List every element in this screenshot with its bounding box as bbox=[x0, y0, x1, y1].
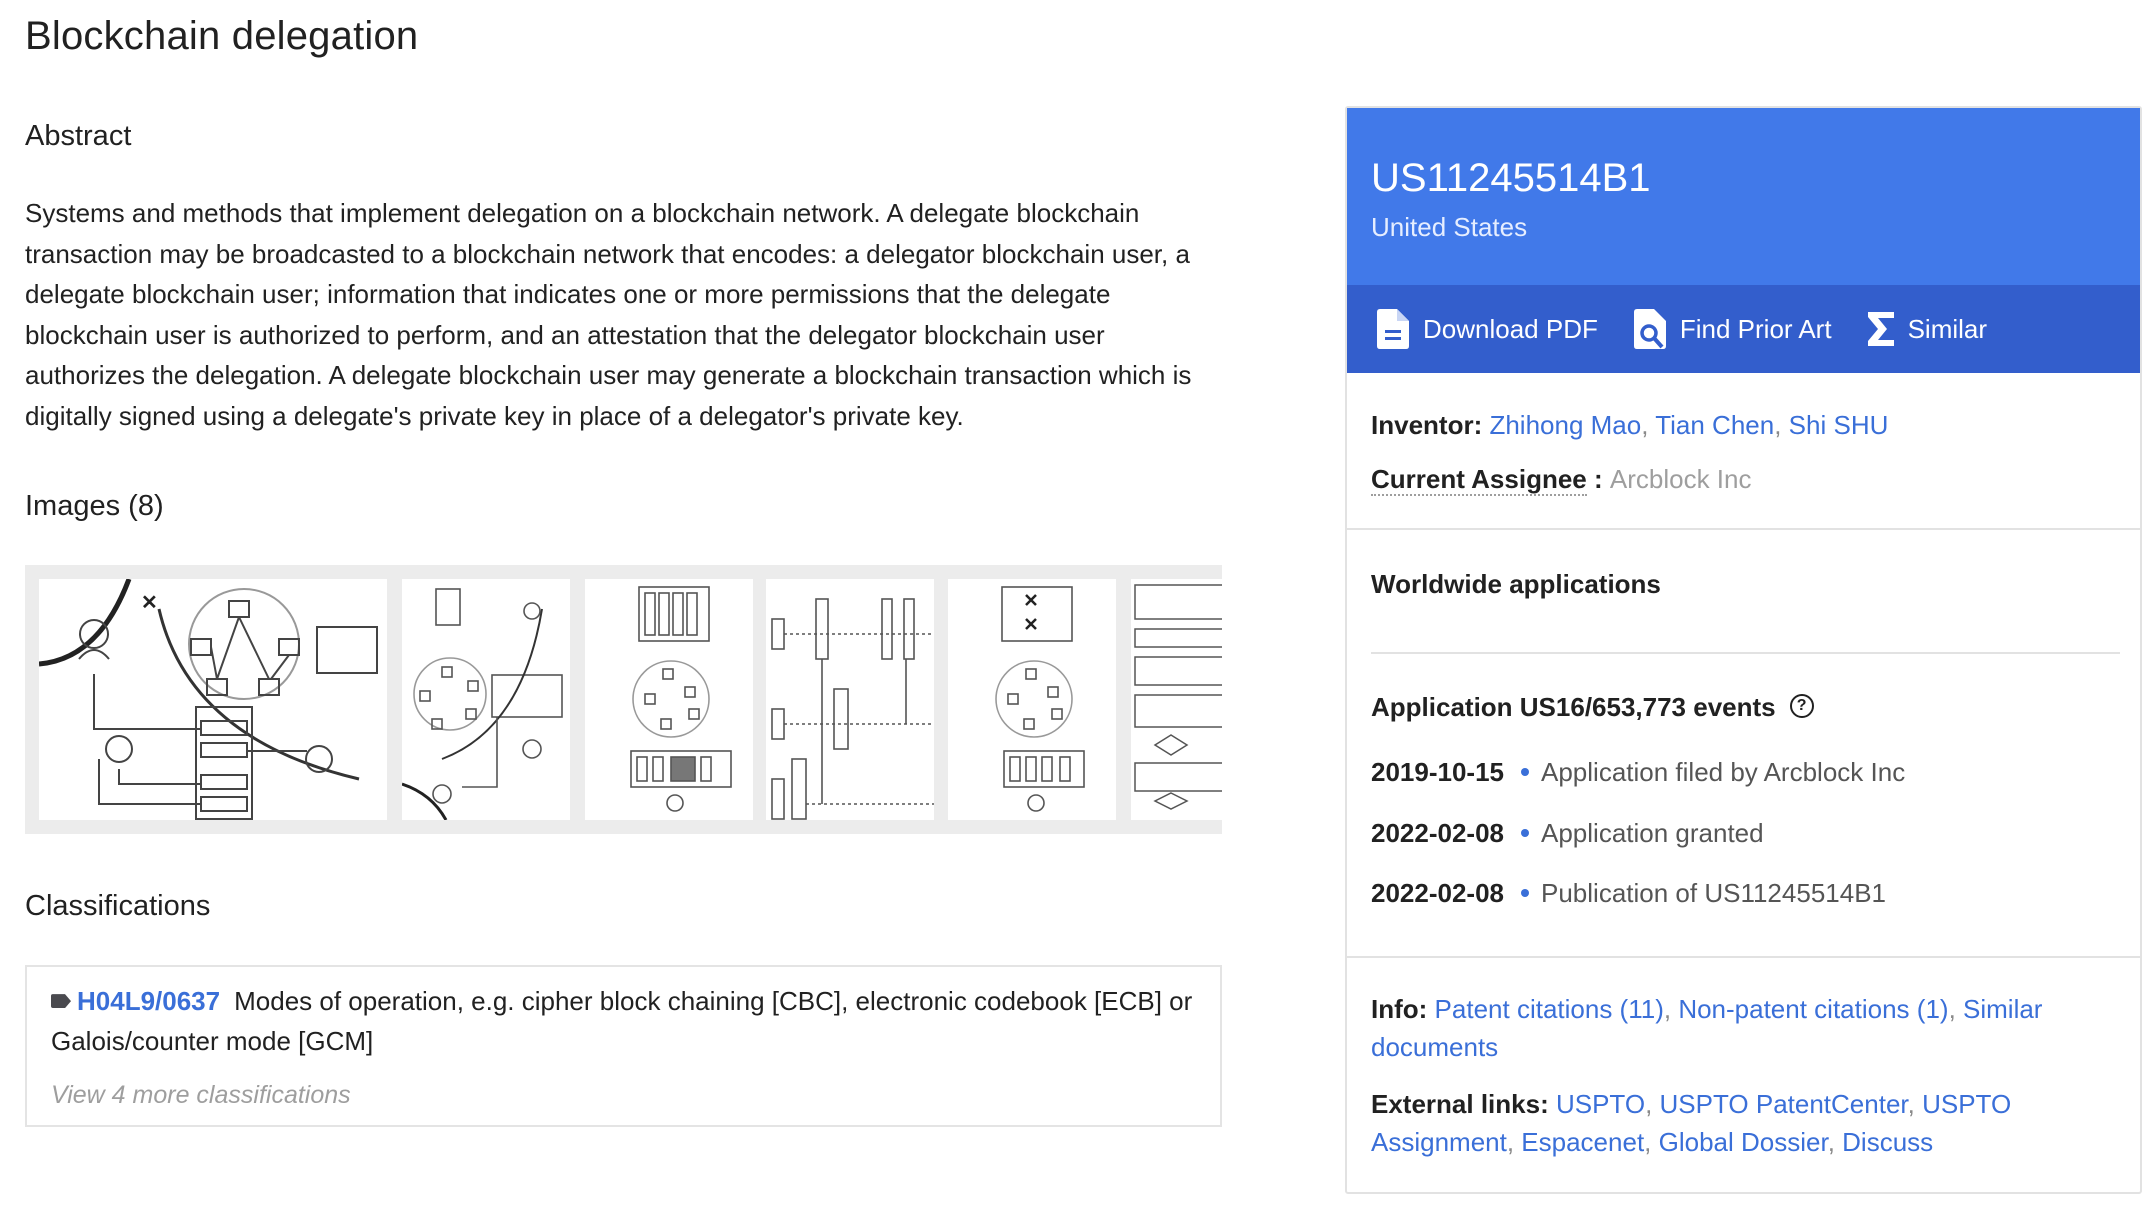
event-date: 2022-02-08 bbox=[1371, 878, 1504, 908]
worldwide-applications-heading: Worldwide applications bbox=[1371, 569, 1661, 599]
separator: , bbox=[1907, 1089, 1923, 1119]
image-thumbnail-1[interactable] bbox=[39, 579, 387, 820]
action-bar bbox=[1347, 285, 2140, 373]
separator: , bbox=[1641, 410, 1656, 440]
abstract-heading: Abstract bbox=[25, 120, 132, 152]
separator: , bbox=[1774, 410, 1789, 440]
help-icon[interactable]: ? bbox=[1790, 694, 1814, 718]
non-patent-citations-link[interactable]: Non-patent citations (1) bbox=[1678, 994, 1949, 1024]
classifications-box bbox=[25, 965, 1222, 1127]
uspto-link[interactable]: USPTO bbox=[1555, 1089, 1646, 1119]
assignee-colon: : bbox=[1586, 464, 1610, 494]
global-dossier-link[interactable]: Global Dossier bbox=[1658, 1127, 1828, 1157]
uspto-patentcenter-link[interactable]: USPTO PatentCenter bbox=[1659, 1089, 1908, 1119]
patent-citations-link[interactable]: Patent citations (11) bbox=[1434, 994, 1664, 1024]
card-header bbox=[1347, 108, 2140, 285]
inventor-link-1[interactable]: Zhihong Mao bbox=[1489, 410, 1642, 440]
external-links-label: External links: bbox=[1371, 1089, 1549, 1119]
label-tag-icon bbox=[51, 994, 71, 1008]
bullet-dot-icon bbox=[1521, 829, 1529, 837]
event-text: Application granted bbox=[1541, 818, 1764, 848]
assignee-value: Arcblock Inc bbox=[1609, 464, 1752, 494]
event-date: 2022-02-08 bbox=[1371, 818, 1504, 848]
image-thumbnail-2[interactable] bbox=[402, 579, 570, 820]
classifications-heading: Classifications bbox=[25, 890, 211, 922]
sigma-icon bbox=[1868, 312, 1894, 346]
image-carousel[interactable] bbox=[25, 565, 1222, 834]
prior-art-search-icon bbox=[1634, 309, 1666, 349]
inventor-link-2[interactable]: Tian Chen bbox=[1655, 410, 1775, 440]
separator: , bbox=[1644, 1127, 1659, 1157]
patent-drawing-fig2 bbox=[585, 579, 753, 820]
events-heading-text: Application US16/653,773 events bbox=[1371, 692, 1776, 722]
event-row bbox=[1371, 814, 2121, 852]
similar-documents-link[interactable]: Similar documents bbox=[1371, 994, 2043, 1062]
similar-button[interactable] bbox=[1868, 312, 1987, 346]
info-label: Info: bbox=[1371, 994, 1428, 1024]
external-links-line bbox=[1371, 1085, 2121, 1161]
inventor-link-3[interactable]: Shi SHU bbox=[1788, 410, 1889, 440]
assignee-label: Current Assignee bbox=[1371, 464, 1587, 494]
svg-text:✕: ✕ bbox=[141, 592, 158, 614]
view-more-classifications-link[interactable]: View 4 more classifications bbox=[51, 1081, 351, 1109]
separator: , bbox=[1948, 994, 1964, 1024]
event-row bbox=[1371, 874, 2121, 912]
patent-drawing-fig5-flowchart bbox=[1131, 579, 1222, 820]
patent-drawing-fig3 bbox=[766, 579, 934, 820]
discuss-link[interactable]: Discuss bbox=[1842, 1127, 1934, 1157]
separator: , bbox=[1663, 994, 1679, 1024]
section-divider bbox=[1347, 528, 2140, 530]
classification-item bbox=[51, 981, 1201, 1061]
images-heading: Images (8) bbox=[25, 490, 164, 522]
events-heading bbox=[1371, 688, 2121, 726]
image-thumbnail-6[interactable] bbox=[1131, 579, 1222, 820]
info-line bbox=[1371, 990, 2121, 1066]
separator: , bbox=[1506, 1127, 1522, 1157]
inventor-line bbox=[1371, 406, 2121, 444]
abstract-text: Systems and methods that implement delegation on a blockchain network. A delegate blockchain transaction may be broadcasted to a blockchain network that encodes: a delegator blockchain user, a delegate blockchain user; information that indicates one or more permissions that the delegate blockchain user is authorized to perform, and an attestation that the delegator blockchain user authorizes the delegation. A delegate blockchain user may generate a blockchain transaction which is digitally signed using a delegate's private key in place of a delegator's private key. bbox=[25, 198, 1192, 431]
bullet-dot-icon bbox=[1521, 768, 1529, 776]
download-pdf-button[interactable] bbox=[1377, 309, 1598, 349]
espacenet-link[interactable]: Espacenet bbox=[1521, 1127, 1645, 1157]
event-text: Application filed by Arcblock Inc bbox=[1541, 757, 1906, 787]
separator: , bbox=[1645, 1089, 1660, 1119]
patent-drawing-fig4 bbox=[948, 579, 1116, 820]
find-prior-art-label: Find Prior Art bbox=[1679, 313, 1832, 344]
find-prior-art-button[interactable] bbox=[1634, 309, 1832, 349]
assignee-line bbox=[1371, 460, 2121, 498]
similar-label: Similar bbox=[1907, 313, 1988, 344]
event-date: 2019-10-15 bbox=[1371, 757, 1504, 787]
classification-code-link[interactable]: H04L9/0637 bbox=[77, 986, 221, 1016]
pdf-document-icon bbox=[1377, 309, 1409, 349]
bullet-dot-icon bbox=[1521, 889, 1529, 897]
image-thumbnail-5[interactable] bbox=[948, 579, 1116, 820]
event-row bbox=[1371, 753, 2121, 791]
patent-drawing-fig1 bbox=[402, 579, 570, 820]
inventor-label: Inventor: bbox=[1371, 410, 1483, 440]
download-pdf-label: Download PDF bbox=[1423, 313, 1598, 344]
page-title: Blockchain delegation bbox=[25, 14, 419, 58]
country: United States bbox=[1371, 212, 1528, 242]
patent-drawing-fig1-overview bbox=[39, 579, 387, 820]
separator: , bbox=[1827, 1127, 1843, 1157]
image-thumbnail-4[interactable] bbox=[766, 579, 934, 820]
classification-description: Modes of operation, e.g. cipher block chaining [CBC], electronic codebook [ECB] or Galois/counter mode [GCM] bbox=[51, 986, 1193, 1056]
uspto-assignment-link[interactable]: USPTO Assignment bbox=[1371, 1089, 2012, 1157]
inner-divider bbox=[1371, 652, 2120, 654]
section-divider bbox=[1347, 956, 2140, 958]
event-text: Publication of US11245514B1 bbox=[1541, 878, 1886, 908]
publication-number: US11245514B1 bbox=[1371, 156, 1651, 200]
image-thumbnail-3[interactable] bbox=[585, 579, 753, 820]
patent-summary-card bbox=[1345, 106, 2142, 1194]
